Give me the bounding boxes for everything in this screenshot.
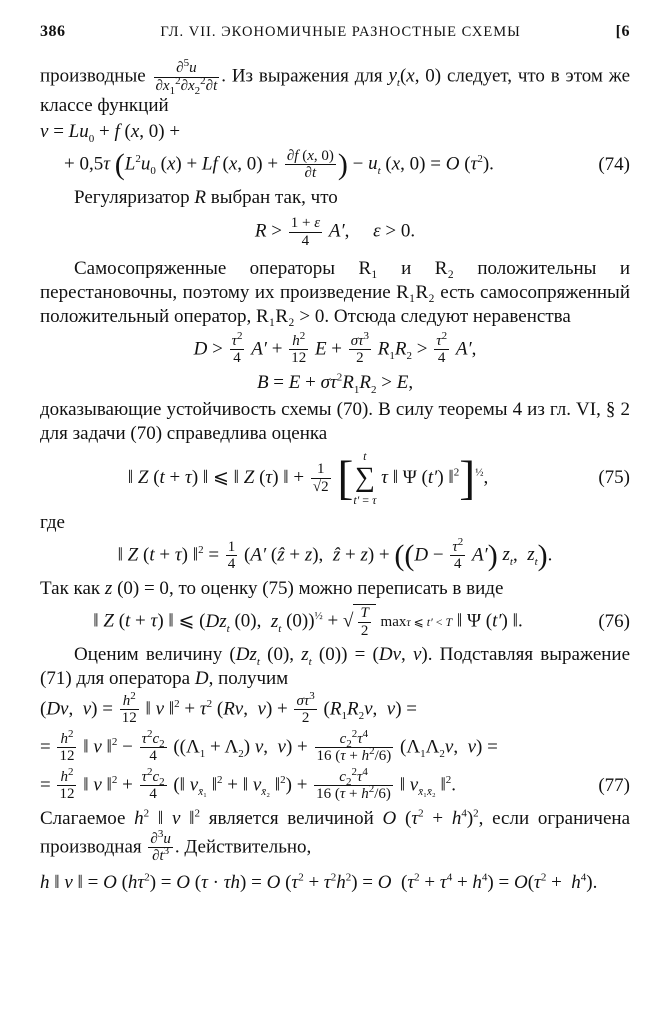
- equation-75: ‖ Z (t + τ) ‖ ⩽ ‖ Z (τ) ‖ + $\frac{1}{√2}$ [ t ∑ t′ = τ τ ‖ Ψ (t′) ‖$^2$]$^{\frac{1}{2}}$, (75): [127, 448, 630, 507]
- paragraph-3: Самосопряженные операторы R₁ и R₂ положительны и перестановочны, поэтому их произведение R₁R₂ есть самосопряженный положительный оператор, R₁R₂ > 0. Отсюда следуют неравенства: [40, 258, 630, 327]
- inequalities: D > $\frac{\tau^2}{4}$ A′ + $\frac{h^2}{12}$ E + $\frac{\sigma\tau^3}{2}$ $R_1R_2$ > $\frac{\tau^2}{4}$ A′, $B = E + \sigma\tau^2R_1R_2 > E$,: [193, 329, 477, 396]
- paragraph-7: Оценим величину ($Dz_t$ (0), $z_t$ (0)) = (Dν, ν). Подставляя выражение (71) для оператора D, получим: [40, 644, 631, 690]
- page-header: [40, 22, 630, 42]
- paragraph-2: Регуляризатор R выбран так, что: [74, 186, 338, 208]
- paragraph-8: Слагаемое $h^2$ ‖ ν ‖$^2$ является величиной O $(\tau^2 + h^4)^2$, если ограничена производная $\frac{\partial^3u}{\partial t^3}$ . Действительно,: [40, 807, 631, 865]
- page-number: 386: [40, 23, 66, 40]
- equation-number: (74): [598, 153, 630, 175]
- equation-76: ‖ Z (t + τ) ‖ ⩽ ($Dz_t$ (0), $z_t$ (0))$^{\frac{1}{2}}$ + √ $\frac{T}{2}$ maxτ ⩽ t′ < T ‖ Ψ (t′) ‖. (76): [93, 605, 630, 639]
- equation-74: $\nu = Lu_0 + f$ (x, 0) + + 0,5τ ($L^2u_0$ (x) + Lf (x, 0) + $\frac{\partial f (x, 0)}{\partial t}$ ) − $u_t$ (x, 0) = O $(\tau^2)$. (74): [40, 120, 630, 181]
- page: [40, 22, 630, 894]
- equation-77: (Dν, ν) = $\frac{h^2}{12}$ ‖ ν ‖$^2$ + $\tau^2$ (Rν, ν) + $\frac{\sigma\tau^3}{2}$ ($R_1R_2\nu$, ν) = = $\frac{h^2}{12}$ ‖ ν ‖$^2$ − $\frac{\tau^2c_2}{4}$ ($(\Lambda_1 + \Lambda_2)$ ν, ν) + $\frac{c_2^2\tau^4}{16 (\tau + h^2/6)}$ ($\Lambda_1\Lambda_2\nu$, ν) = = $\frac{h^2}{12}$ ‖ ν ‖$^2$ + $\frac{\tau^2c_2}{4}$ (‖ $\nu_{x̄_1}$ ‖$^2$ + ‖ $\nu_{x̄_2}$ ‖$^2$) + $\frac{c_2^2\tau^4}{16 (\tau + h^2/6)}$ ‖ $\nu_{x̄_1x̄_2}$ ‖$^2$. (77): [40, 689, 630, 803]
- section-mark: [6: [615, 23, 630, 40]
- equation-number: (76): [598, 611, 630, 633]
- regularizer-condition: R > $\frac{1 + \varepsilon}{4}$ A′, ε > 0.: [254, 215, 416, 249]
- paragraph-1: производные $\frac{\partial^5u}{\partial x_1^2\partial x_2^2\partial t}$ . Из выражения для $y_t(x$, 0) следует, что в этом же классе функций: [40, 57, 631, 116]
- paragraph-6: Так как z (0) = 0, то оценку (75) можно переписать в виде: [40, 577, 504, 599]
- derivative-fraction: $\frac{\partial^5u}{\partial x_1^2\partial x_2^2\partial t}$: [155, 57, 218, 97]
- equation-number: (77): [598, 775, 630, 797]
- paragraph-4: доказывающие устойчивость схемы (70). В силу теоремы 4 из гл. VI, § 2 для задачи (70) справедлива оценка: [40, 399, 630, 444]
- paragraph-5: где: [40, 511, 65, 533]
- running-title: ГЛ. VII. ЭКОНОМИЧНЫЕ РАЗНОСТНЫЕ СХЕМЫ: [160, 24, 521, 40]
- final-estimate: h ‖ ν ‖ = O $(h\tau^2) = O$ (τ · τh) = O $(\tau^2 + \tau^2h^2) = O$ $(\tau^2 + \tau^4 + h^4) = O(\tau^2 + h^4)$.: [40, 871, 598, 893]
- norm-definition: ‖ Z (t + τ) ‖$^2$ = $\frac{1}{4}$ (A′ (ẑ + z), ẑ + z) + ((D − $\frac{\tau^2}{4}$ A′) $z_t$, $z_t$).: [117, 535, 553, 573]
- equation-number: (75): [598, 467, 630, 489]
